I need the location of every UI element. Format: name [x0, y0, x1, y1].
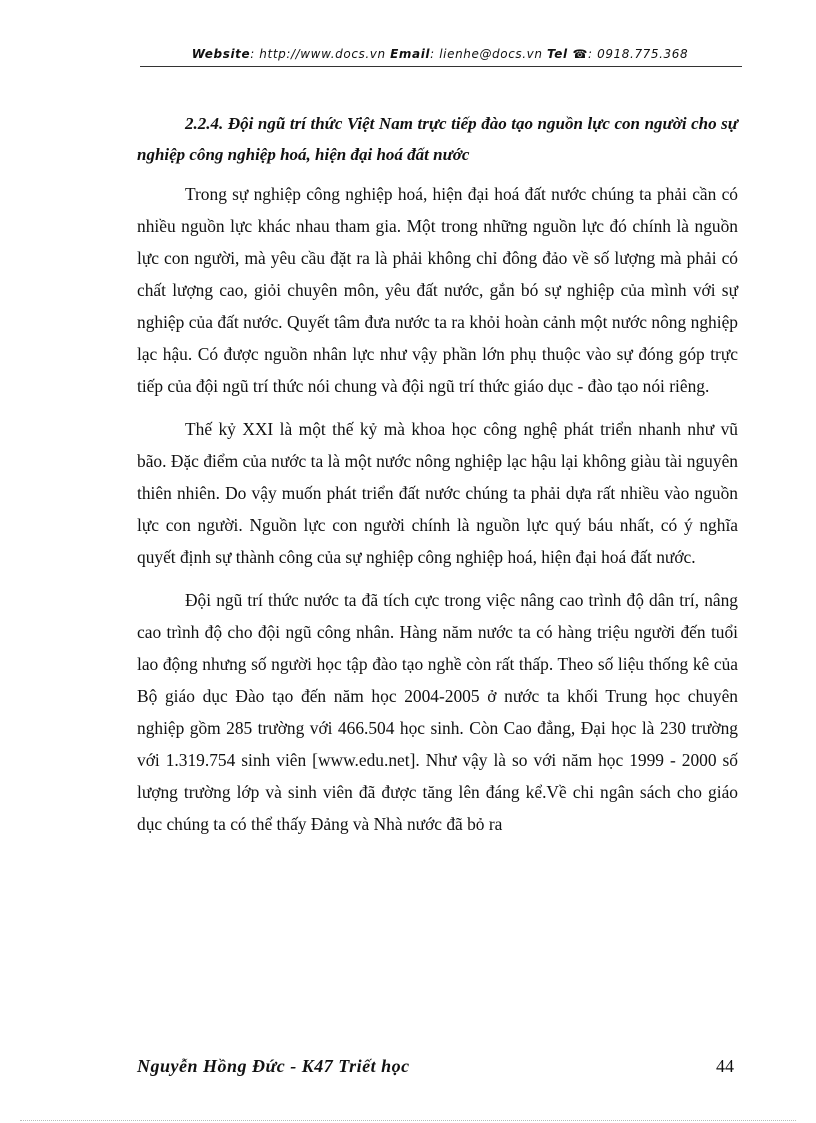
- header-divider: [140, 66, 742, 67]
- page-number: 44: [716, 1056, 734, 1076]
- email-label: Email: [390, 47, 431, 61]
- document-body: [137, 108, 738, 851]
- footer-author: Nguyễn Hồng Đức - K47 Triết học: [137, 1056, 410, 1076]
- tel-value: : 0918.775.368: [588, 47, 689, 61]
- paragraph-1: Trong sự nghiệp công nghiệp hoá, hiện đại hoá đất nước chúng ta phải cần có nhiều nguồn lực khác nhau tham gia. Một trong những nguồn lực đó chính là nguồn lực con người, mà yêu cầu đặt ra là phải không chỉ đông đảo về số lượng mà phải có chất lượng cao, giỏi chuyên môn, yêu đất nước, gắn bó sự nghiệp của mình với sự nghiệp của đất nước. Quyết tâm đưa nước ta ra khỏi hoàn cảnh một nước nông nghiệp lạc hậu. Có được nguồn nhân lực như vậy phần lớn phụ thuộc vào sự đóng góp trực tiếp của đội ngũ trí thức nói chung và đội ngũ trí thức giáo dục - đào tạo nói riêng.: [137, 184, 738, 396]
- page-bottom-border: [20, 1120, 796, 1121]
- website-value: : http://www.docs.vn: [250, 47, 386, 61]
- paragraph-2: Thế kỷ XXI là một thế kỷ mà khoa học công nghệ phát triển nhanh như vũ bão. Đặc điểm của nước ta là một nước nông nghiệp lạc hậu lại không giàu tài nguyên thiên nhiên. Do vậy muốn phát triển đất nước chúng ta phải dựa rất nhiều vào nguồn lực con người. Nguồn lực con người chính là nguồn lực quý báu nhất, có ý nghĩa quyết định sự thành công của sự nghiệp công nghiệp hoá, hiện đại hoá đất nước.: [137, 419, 738, 567]
- website-label: Website: [191, 47, 251, 61]
- section-heading: 2.2.4. Đội ngũ trí thức Việt Nam trực tiếp đào tạo nguồn lực con người cho sự nghiệp công nghiệp hoá, hiện đại hoá đất nước: [137, 114, 738, 164]
- tel-label: Tel ☎: [547, 47, 589, 61]
- page-header: [140, 47, 740, 61]
- paragraph-3: Đội ngũ trí thức nước ta đã tích cực trong việc nâng cao trình độ dân trí, nâng cao trình độ cho đội ngũ công nhân. Hàng năm nước ta có hàng triệu người đến tuổi lao động nhưng số người học tập đào tạo nghề còn rất thấp. Theo số liệu thống kê của Bộ giáo dục Đào tạo đến năm học 2004-2005 ở nước ta khối Trung học chuyên nghiệp gồm 285 trường với 466.504 học sinh. Còn Cao đẳng, Đại học là 230 trường với 1.319.754 sinh viên [www.edu.net]. Như vậy là so với năm học 1999 - 2000 số lượng trường lớp và sinh viên đã được tăng lên đáng kể.Về chi ngân sách cho giáo dục chúng ta có thể thấy Đảng và Nhà nước đã bỏ ra: [137, 590, 738, 834]
- email-value: : lienhe@docs.vn: [430, 47, 543, 61]
